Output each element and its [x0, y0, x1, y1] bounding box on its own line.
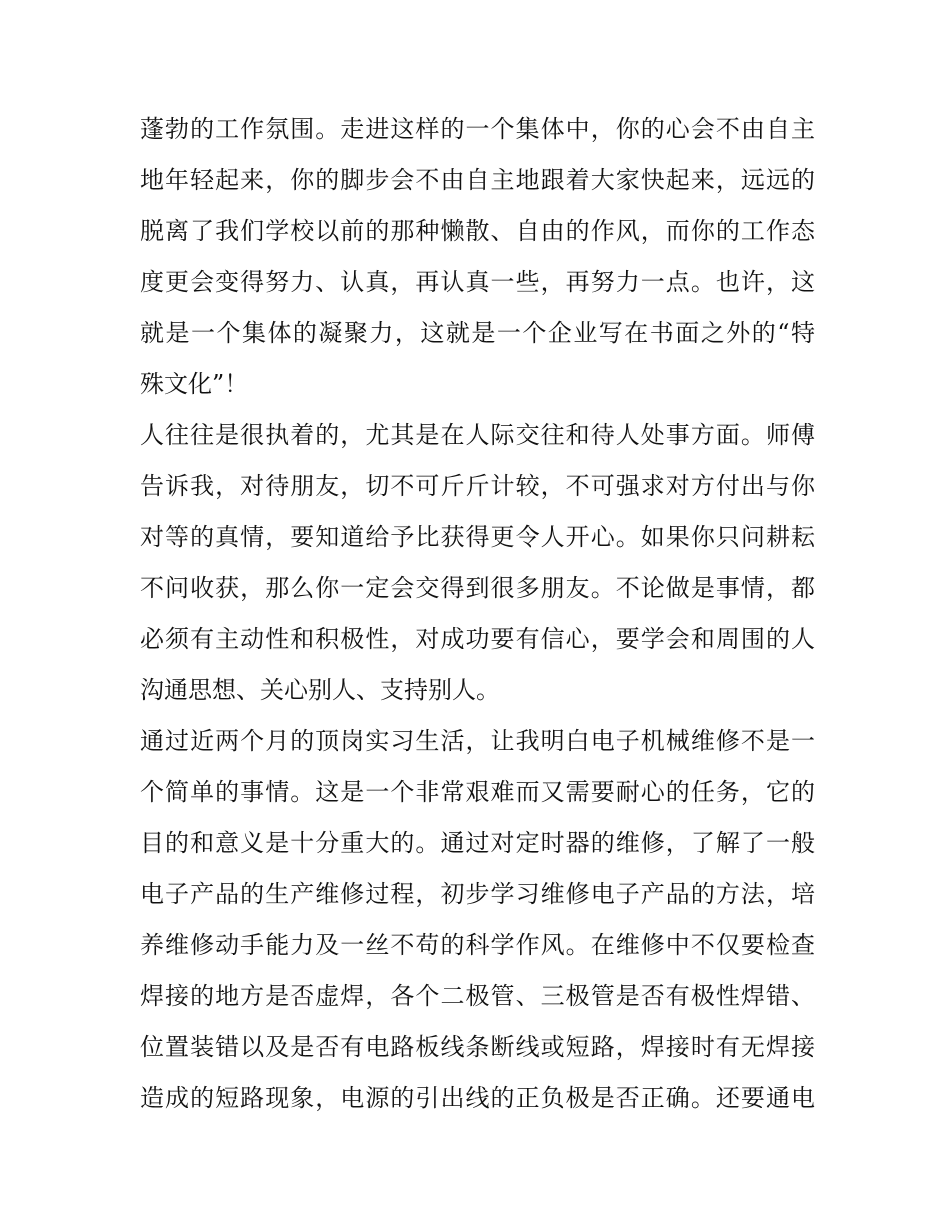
text-line: 殊文化”！ [140, 370, 249, 398]
text-line: 脱离了我们学校以前的那种懒散、自由的作风，而你的工作态 [140, 217, 815, 245]
text-line: 位置装错以及是否有电路板线条断线或短路，焊接时有无焊接 [140, 1033, 815, 1061]
text-line: 度更会变得努力、认真，再认真一些，再努力一点。也许，这 [140, 268, 815, 296]
text-line: 通过近两个月的顶岗实习生活，让我明白电子机械维修不是一 [140, 727, 815, 755]
text-line: 不问收获，那么你一定会交得到很多朋友。不论做是事情，都 [140, 574, 815, 602]
text-line: 个简单的事情。这是一个非常艰难而又需要耐心的任务，它的 [140, 778, 815, 806]
text-line: 对等的真情，要知道给予比获得更令人开心。如果你只问耕耘 [140, 523, 815, 551]
text-line: 就是一个集体的凝聚力，这就是一个企业写在书面之外的“特 [140, 319, 815, 347]
text-line: 养维修动手能力及一丝不苟的科学作风。在维修中不仅要检查 [140, 931, 815, 959]
text-line: 告诉我，对待朋友，切不可斤斤计较，不可强求对方付出与你 [140, 472, 815, 500]
text-line: 人往往是很执着的，尤其是在人际交往和待人处事方面。师傅 [140, 421, 815, 449]
text-line: 目的和意义是十分重大的。通过对定时器的维修，了解了一般 [140, 829, 815, 857]
text-line: 焊接的地方是否虚焊，各个二极管、三极管是否有极性焊错、 [140, 982, 815, 1010]
text-line: 电子产品的生产维修过程，初步学习维修电子产品的方法，培 [140, 880, 815, 908]
body-text [140, 104, 815, 1124]
text-line: 必须有主动性和积极性，对成功要有信心，要学会和周围的人 [140, 625, 815, 653]
text-line: 造成的短路现象，电源的引出线的正负极是否正确。还要通电 [140, 1084, 815, 1112]
text-line: 地年轻起来，你的脚步会不由自主地跟着大家快起来，远远的 [140, 166, 815, 194]
text-line: 蓬勃的工作氛围。走进这样的一个集体中，你的心会不由自主 [140, 115, 815, 143]
text-line: 沟通思想、关心别人、支持别人。 [140, 676, 500, 704]
